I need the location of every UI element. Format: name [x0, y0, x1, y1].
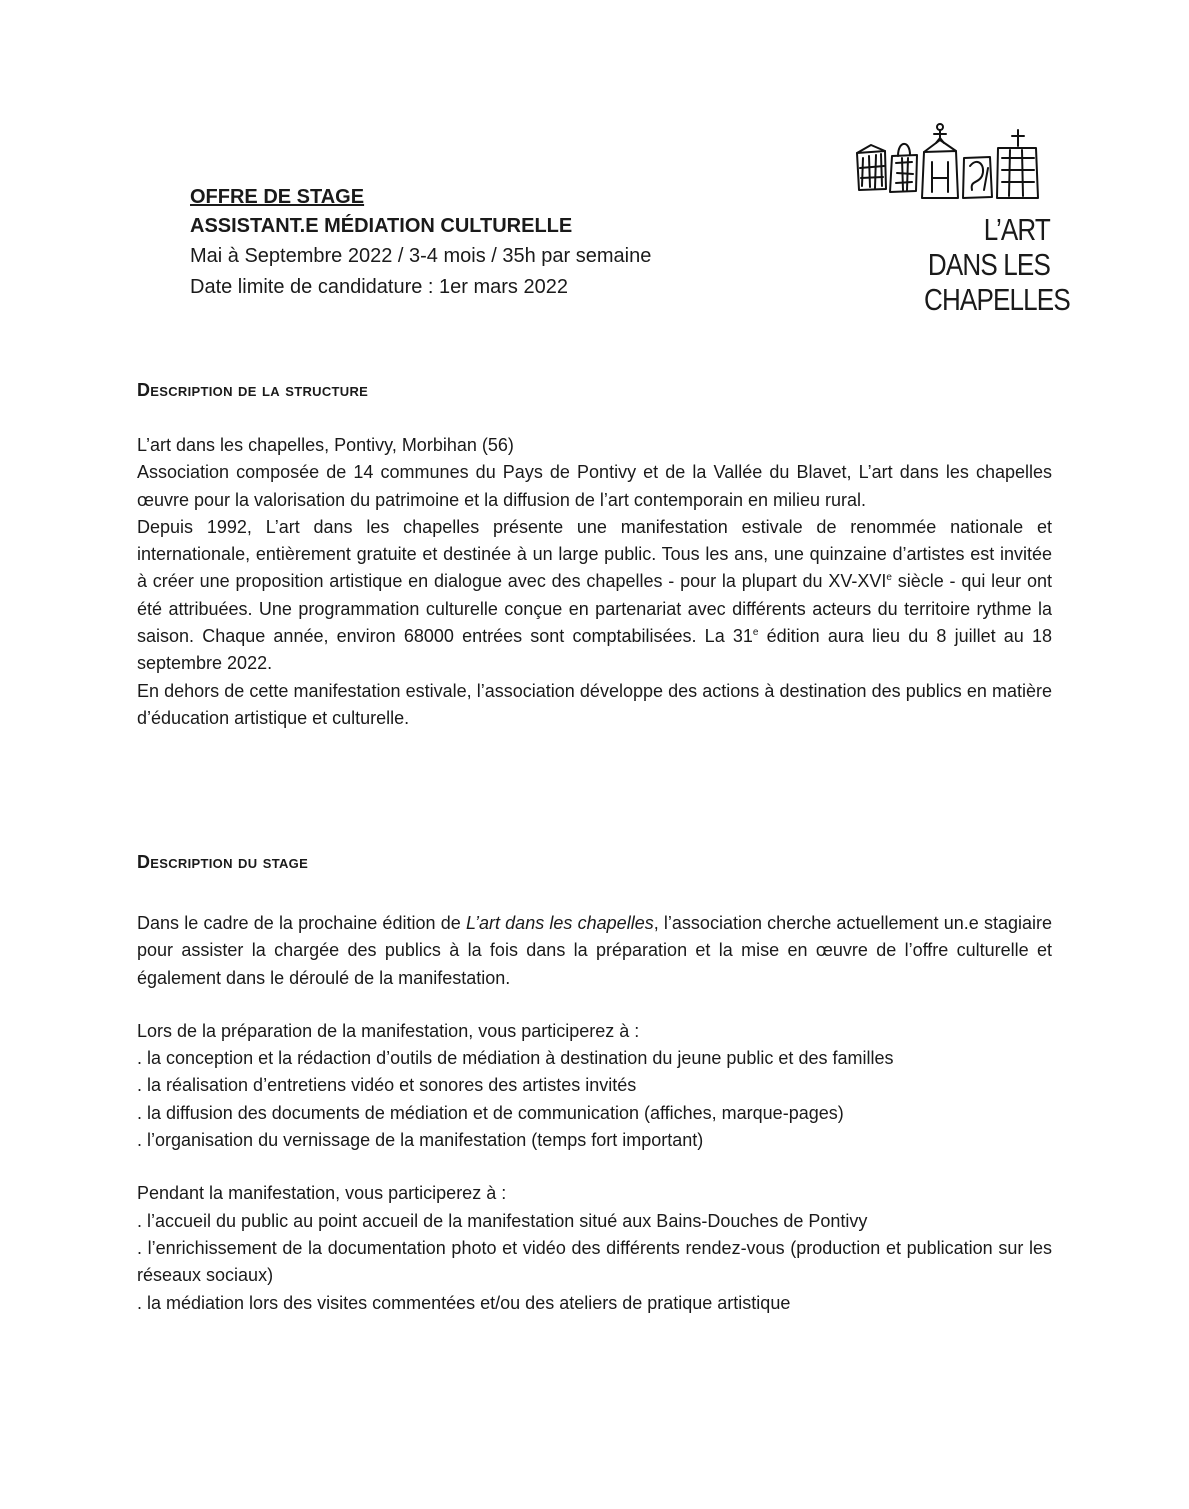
structure-heading: Description de la structure — [137, 380, 369, 400]
offer-title: OFFRE DE STAGE — [190, 186, 365, 208]
preparation-heading: Lors de la préparation de la manifestation, vous participerez à : — [137, 1020, 640, 1041]
history-text-2: siècle - qui leur ont été attribuées. Une programmation culturelle conçue en partenariat avec différents acteurs du territoire rythme la saison. Chaque année, environ 68000 entrées sont comptabilisées. La 31 — [137, 571, 1052, 647]
list-item: . la diffusion des documents de médiation et de communication (affiches, marque-pages) — [137, 1102, 844, 1123]
stage-intro-italic: L’art dans les chapelles — [465, 913, 654, 933]
history-text-3: édition aura lieu du 8 juillet au 18 septembre 2022. — [137, 626, 1052, 674]
list-item: . la réalisation d’entretiens vidéo et sonores des artistes invités — [137, 1075, 637, 1096]
structure-actions: En dehors de cette manifestation estivale, l’association développe des actions à destination des publics en matière d’éducation artistique et culturelle. — [137, 680, 1052, 728]
history-superscript-2: e — [752, 627, 759, 639]
logo-text — [924, 212, 1070, 317]
history-superscript-1: e — [886, 572, 892, 584]
chapels-sketch-logo-icon — [852, 118, 1052, 208]
structure-history — [137, 514, 1052, 678]
structure-intro: Association composée de 14 communes du Pays de Pontivy et de la Vallée du Blavet, L’art dans les chapelles œuvre pour la valorisation du patrimoine et la diffusion de l’art contemporain en milieu rural. — [137, 462, 1052, 510]
during-heading: Pendant la manifestation, vous participerez à : — [137, 1183, 507, 1204]
organization-logo — [852, 118, 1070, 323]
list-item: . la médiation lors des visites commentées et/ou des ateliers de pratique artistique — [137, 1292, 791, 1313]
position-title: ASSISTANT.E MÉDIATION CULTURELLE — [190, 215, 573, 237]
offer-header — [190, 183, 810, 303]
history-text-1: Depuis 1992, L’art dans les chapelles présente une manifestation estivale de renommée nationale et internationale, entièrement gratuite et destinée à un large public. Tous les ans, une quinzaine d’artistes est invitée à créer une proposition artistique en dialogue avec des chapelles - pour la plupart du XV-XVI — [137, 516, 1052, 592]
list-item: . la conception et la rédaction d’outils de médiation à destination du jeune public et des familles — [137, 1048, 894, 1069]
list-item: . l’enrichissement de la documentation photo et vidéo des différents rendez-vous (production et publication sur les réseaux sociaux) — [137, 1237, 1052, 1286]
logo-line-1: L’ART — [983, 212, 1050, 247]
list-item: . l’organisation du vernissage de la manifestation (temps fort important) — [137, 1130, 704, 1151]
structure-location: L’art dans les chapelles, Pontivy, Morbihan (56) — [137, 435, 514, 455]
stage-intro-text-2: , l’association cherche actuellement un.e stagiaire pour assister la chargée des publics à la fois dans la préparation et la mise en œuvre de l’offre culturelle et également dans le déroulé de la manifestation. — [137, 913, 1052, 988]
structure-description — [137, 432, 1052, 732]
stage-intro — [137, 910, 1052, 992]
offer-period: Mai à Septembre 2022 / 3-4 mois / 35h par semaine — [190, 245, 652, 267]
list-item: . l’accueil du public au point accueil de la manifestation situé aux Bains-Douches de Pontivy — [137, 1210, 868, 1231]
logo-line-2: DANS LES — [927, 247, 1050, 282]
stage-heading: Description du stage — [137, 852, 309, 872]
application-deadline: Date limite de candidature : 1er mars 2022 — [190, 276, 568, 298]
stage-description — [137, 910, 1052, 1317]
stage-intro-text-1: Dans le cadre de la prochaine édition de — [137, 913, 466, 933]
logo-line-3: CHAPELLES — [924, 282, 1070, 317]
